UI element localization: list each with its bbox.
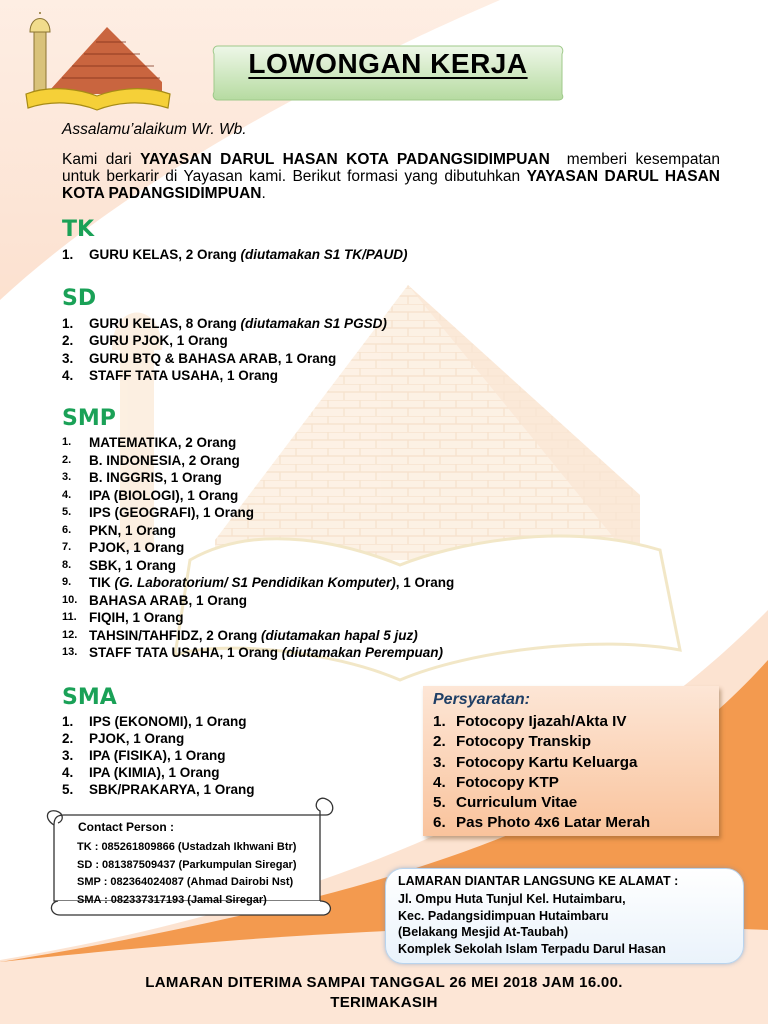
item-body <box>89 714 247 731</box>
requirements-list <box>433 712 650 834</box>
item-number: 1. <box>62 316 74 331</box>
address-line: Jl. Ompu Huta Tunjul Kel. Hutaimbaru, <box>398 892 626 906</box>
item-body <box>89 350 336 367</box>
item-text: IPS (EKONOMI), 1 Orang <box>89 714 247 729</box>
job-item <box>62 748 255 765</box>
item-text: IPA (FISIKA), 1 Orang <box>89 747 226 763</box>
item-number: 13. <box>62 646 78 658</box>
deadline-text: LAMARAN DITERIMA SAMPAI TANGGAL 26 MEI 2018 JAM 16.00. <box>145 974 623 991</box>
item-number: 1. <box>62 247 74 262</box>
job-item <box>62 504 454 522</box>
address-line: (Belakang Mesjid At-Taubah) <box>398 925 569 939</box>
section-title-tk: TK <box>62 217 95 242</box>
job-item <box>62 574 454 592</box>
job-item <box>62 592 454 610</box>
item-body <box>89 367 278 384</box>
item-body <box>89 592 247 610</box>
intro-text-2: memberi kesempatan untuk berkarir di Yayasan kami. Berikut formasi yang dibutuhkan <box>62 151 725 185</box>
item-number: 9. <box>62 576 72 588</box>
item-number: 3. <box>433 753 446 771</box>
item-body <box>89 487 238 505</box>
item-text: IPA (BIOLOGI), 1 Orang <box>89 487 239 503</box>
item-body <box>89 748 226 765</box>
item-number: 1. <box>62 714 74 729</box>
requirement-item <box>433 732 650 752</box>
requirement-item <box>433 813 650 833</box>
contact-item: TK : 085261809866 (Ustadzah Ikhwani Btr) <box>77 841 297 853</box>
intro-text-3: . <box>261 185 266 202</box>
job-list-smp <box>62 434 454 662</box>
requirement-item <box>433 793 650 813</box>
item-number: 4. <box>62 764 74 780</box>
item-body <box>89 644 443 662</box>
item-number: 4. <box>433 773 446 791</box>
item-number: 2. <box>62 453 72 466</box>
item-text: IPA (KIMIA), 1 Orang <box>89 764 220 780</box>
item-body <box>89 332 228 349</box>
item-number: 2. <box>62 730 74 746</box>
item-body <box>89 765 220 782</box>
item-text: GURU BTQ & BAHASA ARAB, 1 Orang <box>89 350 337 366</box>
job-item <box>62 731 255 748</box>
item-text: FIQIH, 1 Orang <box>89 610 184 625</box>
item-number: 1. <box>433 713 446 730</box>
item-number: 6. <box>433 814 446 832</box>
item-number: 1. <box>62 436 72 448</box>
item-number: 2. <box>62 333 74 349</box>
item-text: Fotocopy Kartu Keluarga <box>456 753 638 771</box>
item-text: GURU KELAS, 2 Orang <box>89 247 241 262</box>
address-line: Komplek Sekolah Islam Terpadu Darul Hasan <box>398 941 666 956</box>
item-text: TAHSIN/TAHFIDZ, 2 Orang <box>89 627 261 643</box>
section-title-sma: SMA <box>62 685 117 710</box>
requirement-item <box>433 712 650 732</box>
requirement-item <box>433 753 650 773</box>
job-item <box>62 452 454 470</box>
item-body <box>89 315 387 332</box>
item-text: Fotocopy Ijazah/Akta IV <box>456 713 627 730</box>
job-list-sd <box>62 315 387 384</box>
section-title-sd: SD <box>62 286 97 311</box>
contact-item: SMP : 082364024087 (Ahmad Dairobi Nst) <box>77 876 294 888</box>
item-number: 10. <box>62 593 78 606</box>
intro-organization: YAYASAN DARUL HASAN KOTA PADANGSIDIMPUAN <box>140 151 550 168</box>
item-text: STAFF TATA USAHA, 1 Orang <box>89 367 278 383</box>
job-item <box>62 522 454 540</box>
requirements-title: Persyaratan: <box>433 691 530 708</box>
job-item <box>62 557 454 575</box>
item-body <box>89 557 176 575</box>
job-list-sma <box>62 714 255 799</box>
job-item <box>62 627 454 645</box>
item-body <box>89 246 408 263</box>
contact-title: Contact Person : <box>78 820 175 834</box>
job-item <box>62 350 387 367</box>
job-list-tk <box>62 246 408 263</box>
item-body <box>456 814 650 831</box>
item-body <box>89 469 222 487</box>
contact-list <box>77 839 297 909</box>
item-text: PKN, 1 Orang <box>89 522 177 538</box>
job-item <box>62 644 454 662</box>
address-lines <box>398 891 666 957</box>
thanks-text: TERIMAKASIH <box>330 994 438 1011</box>
item-number: 5. <box>433 794 446 812</box>
item-number: 3. <box>62 747 74 763</box>
contact-item: SD : 081387509437 (Parkumpulan Siregar) <box>77 858 297 871</box>
item-text: TIK <box>89 575 115 590</box>
job-item <box>62 714 255 731</box>
item-body <box>456 794 577 811</box>
contact-item: SMA : 082337317193 (Jamal Siregar) <box>77 893 267 906</box>
item-note: (diutamakan hapal 5 juz) <box>261 627 418 643</box>
item-text: Pas Photo 4x6 Latar Merah <box>456 814 651 832</box>
item-text: PJOK, 1 Orang <box>89 730 185 746</box>
section-title-smp: SMP <box>62 406 116 431</box>
job-item <box>62 246 408 263</box>
item-number: 3. <box>62 350 74 366</box>
item-body <box>456 733 591 750</box>
job-item <box>62 434 454 452</box>
item-body <box>456 754 637 771</box>
item-text: B. INGGRIS, 1 Orang <box>89 470 222 485</box>
item-body <box>89 731 184 748</box>
job-item <box>62 487 454 505</box>
address-title: LAMARAN DIANTAR LANGSUNG KE ALAMAT : <box>398 874 679 888</box>
requirement-item <box>433 773 650 793</box>
item-note: (diutamakan Perempuan) <box>281 645 444 660</box>
item-text: SBK, 1 Orang <box>89 557 177 573</box>
item-number: 5. <box>62 781 74 797</box>
mosque-pyramid-book-logo <box>22 12 172 112</box>
item-body <box>89 452 240 470</box>
item-note: (diutamakan S1 PGSD) <box>240 316 387 331</box>
item-text: Curriculum Vitae <box>456 794 578 812</box>
item-body <box>456 713 626 730</box>
item-text: STAFF TATA USAHA, 1 Orang <box>89 645 282 660</box>
item-number: 11. <box>62 611 77 623</box>
page-title: LOWONGAN KERJA <box>248 48 528 79</box>
item-number: 2. <box>433 733 446 751</box>
intro-organization-2: YAYASAN DARUL HASAN KOTA PADANGSIDIMPUAN <box>62 168 720 202</box>
job-item <box>62 315 387 332</box>
item-number: 7. <box>62 541 72 553</box>
job-item <box>62 765 255 782</box>
item-number: 8. <box>62 558 72 571</box>
item-body <box>89 522 176 540</box>
intro-paragraph <box>62 151 725 202</box>
item-text: MATEMATIKA, 2 Orang <box>89 435 237 450</box>
item-body <box>89 434 236 452</box>
greeting: Assalamu’alaikum Wr. Wb. <box>62 121 247 138</box>
address-line: Kec. Padangsidimpuan Hutaimbaru <box>398 908 609 923</box>
item-number: 12. <box>62 628 78 641</box>
item-suffix: , 1 Orang <box>395 575 455 590</box>
item-body <box>89 627 418 645</box>
item-text: BAHASA ARAB, 1 Orang <box>89 592 248 608</box>
item-text: IPS (GEOGRAFI), 1 Orang <box>89 505 255 520</box>
job-item <box>62 332 387 349</box>
intro-text-1: Kami dari <box>62 151 141 168</box>
item-text: Fotocopy KTP <box>456 773 559 791</box>
item-body <box>89 574 454 592</box>
item-body <box>89 539 184 557</box>
item-text: Fotocopy Transkip <box>456 733 592 751</box>
job-item <box>62 469 454 487</box>
item-body <box>456 774 559 791</box>
item-text: SBK/PRAKARYA, 1 Orang <box>89 781 255 797</box>
item-text: GURU PJOK, 1 Orang <box>89 333 228 349</box>
item-number: 4. <box>62 367 74 383</box>
item-number: 5. <box>62 506 72 518</box>
job-item <box>62 539 454 557</box>
item-body <box>89 609 184 627</box>
item-number: 6. <box>62 523 72 536</box>
item-body <box>89 504 254 522</box>
item-number: 4. <box>62 488 72 501</box>
item-text: B. INDONESIA, 2 Orang <box>89 452 240 468</box>
item-text: GURU KELAS, 8 Orang <box>89 316 241 331</box>
job-item <box>62 609 454 627</box>
item-note: (diutamakan S1 TK/PAUD) <box>240 247 408 262</box>
item-text: PJOK, 1 Orang <box>89 540 185 555</box>
item-note: (G. Laboratorium/ S1 Pendidikan Komputer) <box>114 575 396 590</box>
item-number: 3. <box>62 471 72 483</box>
job-item <box>62 367 387 384</box>
